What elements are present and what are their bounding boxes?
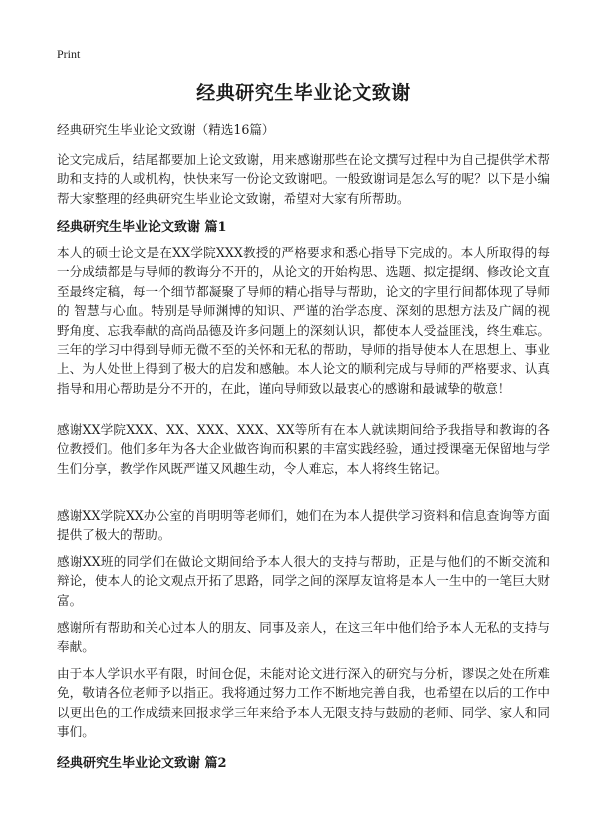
section-1-paragraph-2: 感谢XX学院XXX、XX、XXX、XXX、XX等所有在本人就读期间给予我指导和教诲的各位教授们。他们多年为各大企业做咨询而积累的丰富实践经验，通过授课毫无保留地与学生们分享，教学作风既严谨又风趣生动，令人难忘，本人将终生铭记。 <box>57 422 550 476</box>
section-1-paragraph-5: 感谢所有帮助和关心过本人的朋友、同事及亲人，在这三年中他们给予本人无私的支持与奉献。 <box>57 620 550 655</box>
section-1-paragraph-4: 感谢XX班的同学们在做论文期间给予本人很大的支持与帮助，正是与他们的不断交流和辩论，使本人的论文观点开拓了思路，同学之间的深厚友谊将是本人一生中的一笔巨大财富。 <box>57 554 550 608</box>
section-heading-1: 经典研究生毕业论文致谢 篇1 <box>57 220 227 235</box>
print-link[interactable]: Print <box>57 47 81 61</box>
section-1-paragraph-3: 感谢XX学院XX办公室的肖明明等老师们，她们在为本人提供学习资料和信息查询等方面提供了极大的帮助。 <box>57 508 550 543</box>
document-subtitle: 经典研究生毕业论文致谢（精选16篇） <box>57 122 275 137</box>
section-heading-2: 经典研究生毕业论文致谢 篇2 <box>57 756 227 771</box>
intro-paragraph: 论文完成后，结尾都要加上论文致谢，用来感谢那些在论文撰写过程中为自己提供学术帮助和支持的人或机构，快快来写一份论文致谢吧。一般致谢词是怎么写的呢？以下是小编帮大家整理的经典研究生毕业论文致谢，希望对大家有所帮助。 <box>57 152 550 206</box>
section-1-paragraph-1: 本人的硕士论文是在XX学院XXX教授的严格要求和悉心指导下完成的。本人所取得的每一分成绩都是与导师的教诲分不开的，从论文的开始构思、选题、拟定提纲、修改论文直至最终定稿，每一个细节都凝聚了导师的精心指导与帮助，论文的字里行间都体现了导师的 智慧与心血。特别是导师渊博的知识、严谨的治学态度、深刻的思想方法及广阔的视野角度、忘我奉献的高尚品德及许多问题上的深刻认识，都使本人受益匪浅，终生难忘。三年的学习中得到导师无微不至的关怀和无私的帮助，导师的指导使本人在思想上、事业上、为人处世上得到了极大的启发和感触。本人论文的顺利完成与导师的严格要求、认真指导和用心帮助是分不开的，在此，谨向导师致以最衷心的感谢和最诚挚的敬意！ <box>57 245 550 396</box>
section-1-paragraph-6: 由于本人学识水平有限，时间仓促，未能对论文进行深入的研究与分析，谬误之处在所难免，敬请各位老师予以指正。我将通过努力工作不断地完善自我，也希望在以后的工作中以更出色的工作成绩来回报求学三年来给予本人无限支持与鼓励的老师、同学、家人和同事们。 <box>57 666 550 740</box>
page-title: 经典研究生毕业论文致谢 <box>196 82 411 104</box>
